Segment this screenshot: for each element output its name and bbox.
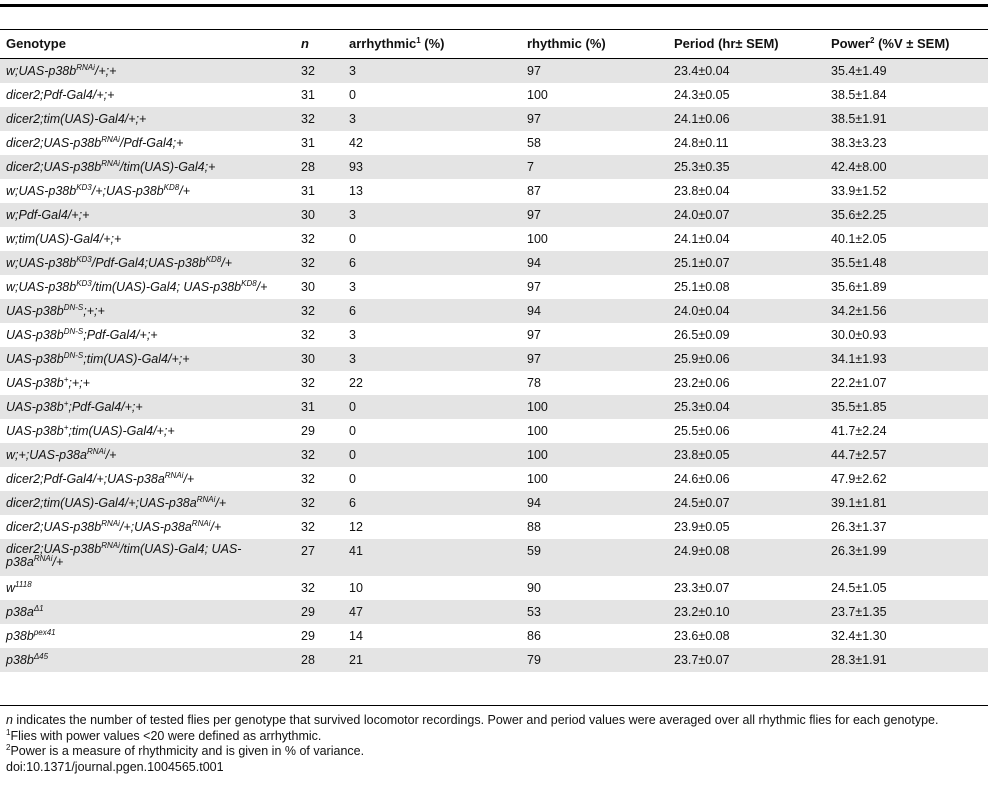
header-n: n [301,36,309,51]
cell-n: 32 [301,472,315,486]
cell-n: 27 [301,544,315,558]
cell-genotype: UAS-$p38b^{DN-S};Pdf-Gal4/+;+$ [6,327,158,342]
cell-rhythmic: 100 [527,472,548,486]
cell-genotype: $p38b^{pex41}$ [6,628,56,643]
cell-n: 32 [301,448,315,462]
cell-n: 29 [301,605,315,619]
cell-arrhythmic: 41 [349,544,363,558]
cell-period: 25.5±0.06 [674,424,730,438]
cell-n: 29 [301,629,315,643]
table-row [0,179,988,203]
table-row [0,227,988,251]
table-top-rule [0,4,988,7]
table-row [0,59,988,83]
cell-period: 24.1±0.04 [674,232,730,246]
cell-n: 30 [301,352,315,366]
cell-rhythmic: 97 [527,64,541,78]
cell-n: 32 [301,64,315,78]
cell-n: 29 [301,424,315,438]
cell-arrhythmic: 3 [349,64,356,78]
cell-period: 24.6±0.06 [674,472,730,486]
table-row [0,600,988,624]
cell-rhythmic: 86 [527,629,541,643]
cell-genotype: w;Pdf-Gal4/+;+ [6,208,90,222]
cell-arrhythmic: 3 [349,112,356,126]
table-row [0,467,988,491]
cell-genotype: $w;UAS-p38b^{RNAi}/+;+$ [6,63,117,78]
cell-arrhythmic: 0 [349,424,356,438]
table-bottom-rule [0,705,988,706]
cell-rhythmic: 97 [527,208,541,222]
cell-arrhythmic: 93 [349,160,363,174]
table-row [0,491,988,515]
cell-arrhythmic: 0 [349,88,356,102]
cell-rhythmic: 7 [527,160,534,174]
doi: doi:10.1371/journal.pgen.1004565.t001 [6,759,224,774]
cell-period: 23.4±0.04 [674,64,730,78]
cell-power: 33.9±1.52 [831,184,887,198]
cell-genotype: UAS-p38b+;+;+ [6,375,90,390]
cell-n: 32 [301,496,315,510]
cell-power: 22.2±1.07 [831,376,887,390]
header-power: Power$^2$ (%V ± SEM) [831,36,950,51]
cell-power: 38.5±1.84 [831,88,887,102]
cell-power: 42.4±8.00 [831,160,887,174]
cell-arrhythmic: 13 [349,184,363,198]
table-row [0,131,988,155]
cell-power: 35.6±2.25 [831,208,887,222]
cell-rhythmic: 97 [527,280,541,294]
table-row [0,347,988,371]
table-row [0,251,988,275]
cell-n: 32 [301,376,315,390]
cell-period: 23.2±0.10 [674,605,730,619]
cell-power: 38.3±3.23 [831,136,887,150]
table-row [0,395,988,419]
cell-rhythmic: 87 [527,184,541,198]
cell-arrhythmic: 22 [349,376,363,390]
cell-genotype: dicer2;tim(UAS)-Gal4/+;+ [6,112,147,126]
cell-period: 24.3±0.05 [674,88,730,102]
table-row [0,275,988,299]
cell-rhythmic: 88 [527,520,541,534]
cell-period: 25.3±0.04 [674,400,730,414]
cell-period: 23.8±0.04 [674,184,730,198]
cell-arrhythmic: 0 [349,472,356,486]
cell-power: 26.3±1.37 [831,520,887,534]
cell-genotype: UAS-$p38b^{DN-S};+;+$ [6,303,105,318]
cell-rhythmic: 53 [527,605,541,619]
cell-genotype: $w^{1118}$ [6,580,32,595]
cell-period: 23.8±0.05 [674,448,730,462]
cell-arrhythmic: 0 [349,232,356,246]
cell-period: 26.5±0.09 [674,328,730,342]
table-row [0,323,988,347]
cell-rhythmic: 97 [527,352,541,366]
cell-period: 25.3±0.35 [674,160,730,174]
table-row [0,539,988,576]
cell-arrhythmic: 0 [349,448,356,462]
cell-power: 35.5±1.48 [831,256,887,270]
cell-power: 26.3±1.99 [831,544,887,558]
cell-genotype: UAS-p38b+;Pdf-Gal4/+;+ [6,399,143,414]
cell-period: 24.8±0.11 [674,136,729,150]
cell-genotype: UAS-p38b+;tim(UAS)-Gal4/+;+ [6,423,175,438]
cell-period: 24.0±0.04 [674,304,730,318]
cell-period: 24.9±0.08 [674,544,730,558]
cell-n: 32 [301,304,315,318]
cell-arrhythmic: 47 [349,605,363,619]
cell-rhythmic: 59 [527,544,541,558]
cell-n: 28 [301,653,315,667]
cell-arrhythmic: 42 [349,136,363,150]
cell-rhythmic: 94 [527,496,541,510]
cell-arrhythmic: 10 [349,581,363,595]
header-arrhythmic: arrhythmic$^1$ (%) [349,36,445,51]
cell-genotype: $dicer2;tim(UAS)-Gal4/+;UAS-p38a^{RNAi}/+$ [6,495,227,510]
footnote-1: $^1$Flies with power values <20 were defined as arrhythmic. [6,727,322,743]
cell-n: 32 [301,328,315,342]
table-footnotes [6,713,982,775]
cell-rhythmic: 100 [527,88,548,102]
cell-n: 31 [301,400,315,414]
table-row [0,515,988,539]
cell-genotype: $w;+;UAS-p38a^{RNAi}/+$ [6,447,117,462]
cell-period: 23.3±0.07 [674,581,730,595]
cell-n: 32 [301,520,315,534]
table-row [0,155,988,179]
cell-power: 34.1±1.93 [831,352,887,366]
cell-arrhythmic: 3 [349,208,356,222]
cell-genotype: $p38a^{\Delta 1}$ [6,604,44,619]
cell-genotype: w;tim(UAS)-Gal4/+;+ [6,232,122,246]
cell-arrhythmic: 21 [349,653,363,667]
cell-period: 23.6±0.08 [674,629,730,643]
cell-period: 24.1±0.06 [674,112,730,126]
table-row [0,299,988,323]
table-row [0,419,988,443]
cell-power: 34.2±1.56 [831,304,887,318]
cell-arrhythmic: 3 [349,352,356,366]
cell-power: 40.1±2.05 [831,232,887,246]
table-row [0,371,988,395]
cell-n: 31 [301,88,315,102]
cell-power: 38.5±1.91 [831,112,887,126]
cell-genotype: UAS-$p38b^{DN-S};tim(UAS)-Gal4/+;+$ [6,351,190,366]
cell-power: 35.4±1.49 [831,64,887,78]
table-row [0,83,988,107]
cell-power: 28.3±1.91 [831,653,887,667]
cell-n: 32 [301,232,315,246]
cell-arrhythmic: 14 [349,629,363,643]
cell-n: 32 [301,256,315,270]
cell-rhythmic: 58 [527,136,541,150]
cell-power: 47.9±2.62 [831,472,887,486]
cell-arrhythmic: 6 [349,496,356,510]
cell-rhythmic: 78 [527,376,541,390]
cell-arrhythmic: 12 [349,520,363,534]
cell-power: 35.6±1.89 [831,280,887,294]
cell-genotype: $w;UAS-p38b^{KD3}/Pdf-Gal4;UAS-p38b^{KD8}/+$ [6,255,233,270]
cell-n: 31 [301,184,315,198]
cell-arrhythmic: 0 [349,400,356,414]
cell-genotype: $dicer2;UAS-p38b^{RNAi}/tim(UAS)-Gal4$; UAS-$p38a^{RNAi}/+$ [6,541,242,569]
cell-rhythmic: 97 [527,328,541,342]
cell-rhythmic: 100 [527,400,548,414]
cell-rhythmic: 94 [527,256,541,270]
cell-arrhythmic: 3 [349,280,356,294]
table-row [0,203,988,227]
cell-genotype: $w;UAS-p38b^{KD3}/+;UAS-p38b^{KD8}/+$ [6,183,191,198]
cell-rhythmic: 90 [527,581,541,595]
cell-arrhythmic: 6 [349,304,356,318]
cell-power: 32.4±1.30 [831,629,887,643]
cell-rhythmic: 94 [527,304,541,318]
cell-power: 24.5±1.05 [831,581,887,595]
cell-power: 41.7±2.24 [831,424,887,438]
cell-arrhythmic: 3 [349,328,356,342]
cell-rhythmic: 100 [527,448,548,462]
cell-arrhythmic: 6 [349,256,356,270]
cell-n: 30 [301,208,315,222]
cell-period: 23.7±0.07 [674,653,730,667]
footnote-2: $^2$Power is a measure of rhythmicity and is given in % of variance. [6,743,365,758]
cell-rhythmic: 100 [527,232,548,246]
cell-period: 25.1±0.08 [674,280,730,294]
cell-genotype: dicer2;Pdf-Gal4/+;+ [6,88,115,102]
cell-power: 44.7±2.57 [831,448,887,462]
cell-period: 25.9±0.06 [674,352,730,366]
header-genotype: Genotype [6,36,66,51]
cell-period: 25.1±0.07 [674,256,730,270]
cell-n: 30 [301,280,315,294]
cell-genotype: $dicer2;UAS-p38b^{RNAi}/+;UAS-p38a^{RNAi}/+$ [6,519,222,534]
cell-n: 32 [301,112,315,126]
cell-genotype: $w;UAS-p38b^{KD3}/tim(UAS)-Gal4$; UAS-$p38b^{KD8}/+$ [6,279,268,294]
table-row [0,648,988,672]
cell-genotype: $dicer2;UAS-p38b^{RNAi}/Pdf-Gal4;+$ [6,135,184,150]
table-row [0,624,988,648]
cell-power: 30.0±0.93 [831,328,887,342]
cell-period: 24.5±0.07 [674,496,730,510]
table-row [0,443,988,467]
table-row [0,576,988,600]
cell-n: 32 [301,581,315,595]
footnote-n: n indicates the number of tested flies per genotype that survived locomotor recordings. Power and period values were averaged over all rhythmic flies for each genotype. [6,713,939,727]
table-body [0,59,988,672]
cell-genotype: $p38b^{\Delta 45}$ [6,652,49,667]
table-row [0,107,988,131]
cell-period: 24.0±0.07 [674,208,730,222]
cell-period: 23.9±0.05 [674,520,730,534]
cell-genotype: $dicer2;UAS-p38b^{RNAi}/tim(UAS)-Gal4;+$ [6,159,216,174]
cell-power: 23.7±1.35 [831,605,887,619]
cell-rhythmic: 97 [527,112,541,126]
cell-n: 31 [301,136,315,150]
cell-period: 23.2±0.06 [674,376,730,390]
cell-power: 39.1±1.81 [831,496,887,510]
header-period: Period (hr± SEM) [674,36,779,51]
cell-n: 28 [301,160,315,174]
cell-genotype: $dicer2;Pdf-Gal4/+;UAS-p38a^{RNAi}/+$ [6,471,195,486]
cell-rhythmic: 100 [527,424,548,438]
cell-rhythmic: 79 [527,653,541,667]
cell-power: 35.5±1.85 [831,400,887,414]
header-rhythmic: rhythmic (%) [527,36,606,51]
